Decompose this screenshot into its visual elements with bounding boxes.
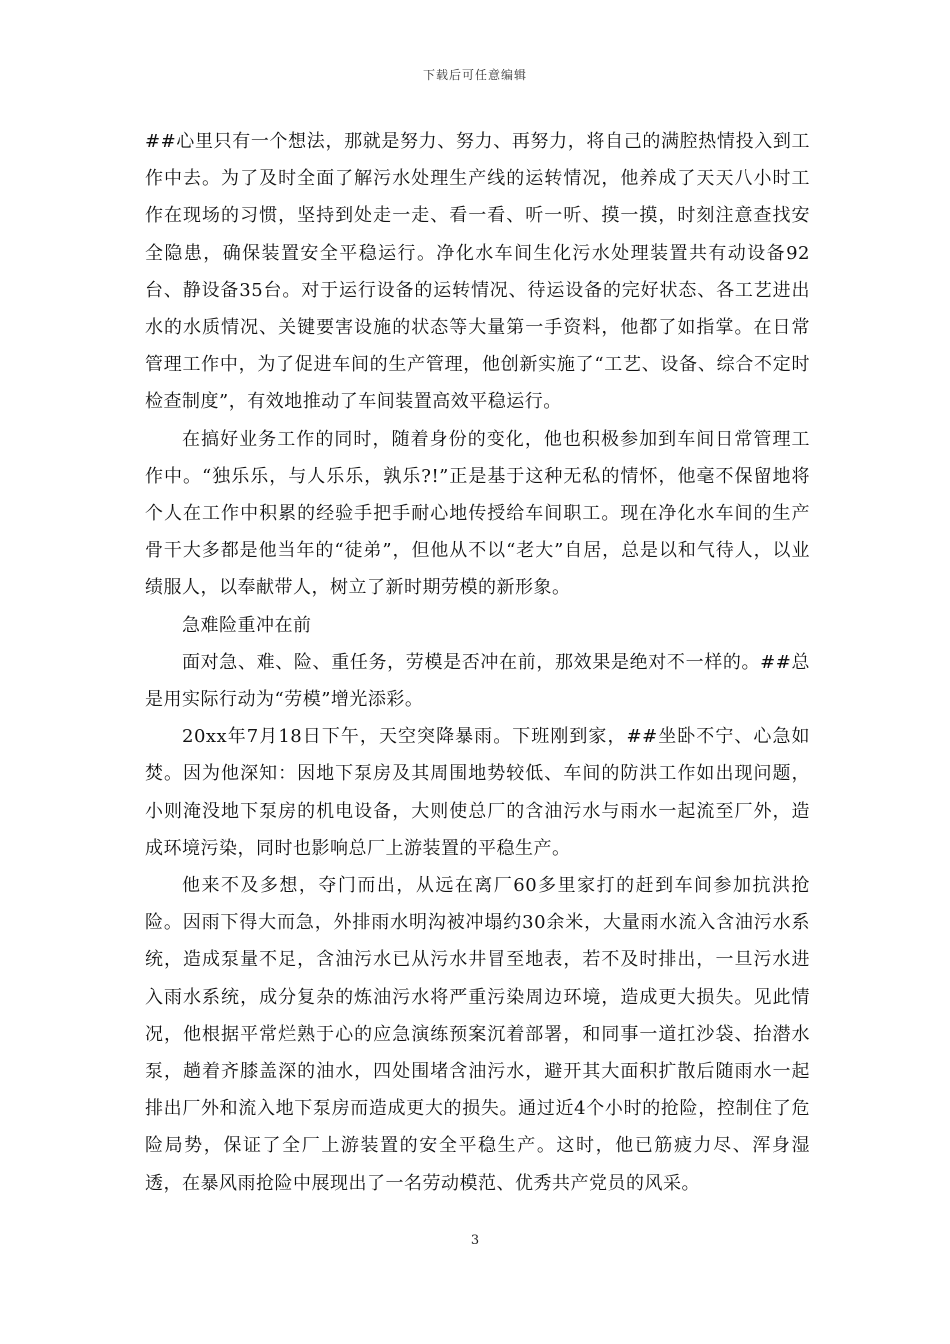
paragraph-intro: 面对急、难、险、重任务，劳模是否冲在前，那效果是绝对不一样的。##总是用实际行动为“劳模”增光添彩。	[145, 651, 810, 711]
section-heading: 急难险重冲在前	[182, 614, 312, 636]
paragraph-continuation: ##心里只有一个想法，那就是努力、努力、再努力，将自己的满腔热情投入到工作中去。为了及时全面了解污水处理生产线的运转情况，他养成了天天八小时工作在现场的习惯，坚持到处走一走、看一看、听一听、摸一摸，时刻注意查找安全隐患，确保装置安全平稳运行。净化水车间生化污水处理装置共有动设备92台、静设备35台。对于运行设备的运转情况、待运设备的完好状态、各工艺进出水的水质情况、关键要害设施的状态等大量第一手资料，他都了如指掌。在日常管理工作中，为了促进车间的生产管理，他创新实施了“工艺、设备、综合不定时检查制度”，有效地推动了车间装置高效平稳运行。	[145, 131, 810, 413]
paragraph-rescue: 他来不及多想，夺门而出，从远在离厂60多里家打的赶到车间参加抗洪抢险。因雨下得大而急，外排雨水明沟被冲塌约30余米，大量雨水流入含油污水系统，造成泵量不足，含油污水已从污水井冒至地表，若不及时排出，一旦污水进入雨水系统，成分复杂的炼油污水将严重污染周边环境，造成更大损失。见此情况，他根据平常烂熟于心的应急演练预案沉着部署，和同事一道扛沙袋、抬潜水泵，趟着齐膝盖深的油水，四处围堵含油污水，避开其大面积扩散后随雨水一起排出厂外和流入地下泵房而造成更大的损失。通过近4个小时的抢险，控制住了危险局势，保证了全厂上游装置的安全平稳生产。这时，他已筋疲力尽、浑身湿透，在暴风雨抢险中展现出了一名劳动模范、优秀共产党员的风采。	[145, 875, 810, 1194]
page-header: 下载后可任意编辑	[422, 68, 527, 82]
paragraph-storm: 20xx年7月18日下午，天空突降暴雨。下班刚到家，##坐卧不宁、心急如焚。因为他深知：因地下泵房及其周围地势较低、车间的防洪工作如出现问题，小则淹没地下泵房的机电设备，大则使总厂的含油污水与雨水一起流至厂外，造成环境污染，同时也影响总厂上游装置的平稳生产。	[145, 726, 810, 859]
document-body	[145, 123, 810, 1202]
paragraph-management: 在搞好业务工作的同时，随着身份的变化，他也积极参加到车间日常管理工作中。“独乐乐，与人乐乐，孰乐?!”正是基于这种无私的情怀，他毫不保留地将个人在工作中积累的经验手把手耐心地传授给车间职工。现在净化水车间的生产骨干大多都是他当年的“徒弟”，但他从不以“老大”自居，总是以和气待人，以业绩服人，以奉献带人，树立了新时期劳模的新形象。	[145, 428, 810, 599]
page-number: 3	[470, 1233, 480, 1248]
